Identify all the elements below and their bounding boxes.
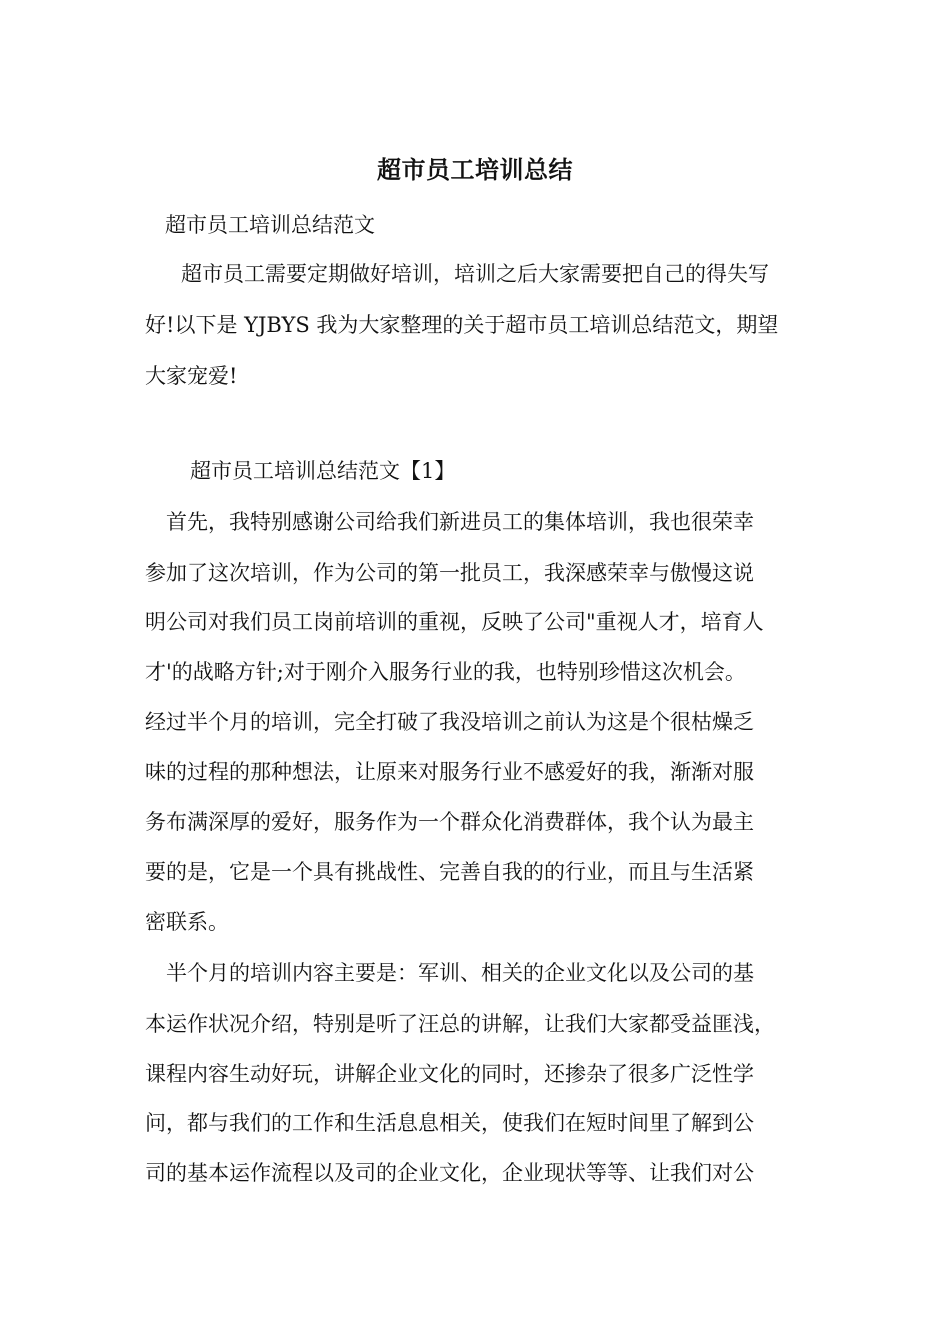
paragraph-line: 才'的战略方针;对于刚介入服务行业的我，也特别珍惜这次机会。 <box>145 660 746 684</box>
intro-line: 超市员工需要定期做好培训，培训之后大家需要把自己的得失写 <box>181 262 769 286</box>
paragraph-line: 明公司对我们员工岗前培训的重视，反映了公司"重视人才，培育人 <box>145 610 764 634</box>
document-title: 超市员工培训总结 <box>377 155 573 184</box>
paragraph-line: 首先，我特别感谢公司给我们新进员工的集体培训，我也很荣幸 <box>166 510 754 534</box>
paragraph-line: 味的过程的那种想法，让原来对服务行业不感爱好的我，渐渐对服 <box>145 760 754 784</box>
paragraph-line: 本运作状况介绍，特别是听了汪总的讲解，让我们大家都受益匪浅， <box>145 1012 775 1036</box>
intro-line: 好!以下是 YJBYS 我为大家整理的关于超市员工培训总结范文，期望 <box>145 313 779 337</box>
paragraph-line: 参加了这次培训，作为公司的第一批员工，我深感荣幸与傲慢这说 <box>145 561 754 585</box>
paragraph-line: 半个月的培训内容主要是：军训、相关的企业文化以及公司的基 <box>166 961 754 985</box>
paragraph-line: 问，都与我们的工作和生活息息相关，使我们在短时间里了解到公 <box>145 1111 754 1135</box>
paragraph-line: 密联系。 <box>145 910 229 934</box>
section-heading: 超市员工培训总结范文【1】 <box>190 459 456 483</box>
paragraph-line: 课程内容生动好玩，讲解企业文化的同时，还掺杂了很多广泛性学 <box>145 1062 754 1086</box>
paragraph-line: 要的是，它是一个具有挑战性、完善自我的的行业，而且与生活紧 <box>145 860 754 884</box>
document-subtitle: 超市员工培训总结范文 <box>165 213 375 237</box>
paragraph-line: 经过半个月的培训，完全打破了我没培训之前认为这是个很枯燥乏 <box>145 710 754 734</box>
paragraph-line: 司的基本运作流程以及司的企业文化，企业现状等等、让我们对公 <box>145 1161 754 1185</box>
intro-line: 大家宠爱! <box>145 364 238 388</box>
paragraph-line: 务布满深厚的爱好，服务作为一个群众化消费群体，我个认为最主 <box>145 810 754 834</box>
